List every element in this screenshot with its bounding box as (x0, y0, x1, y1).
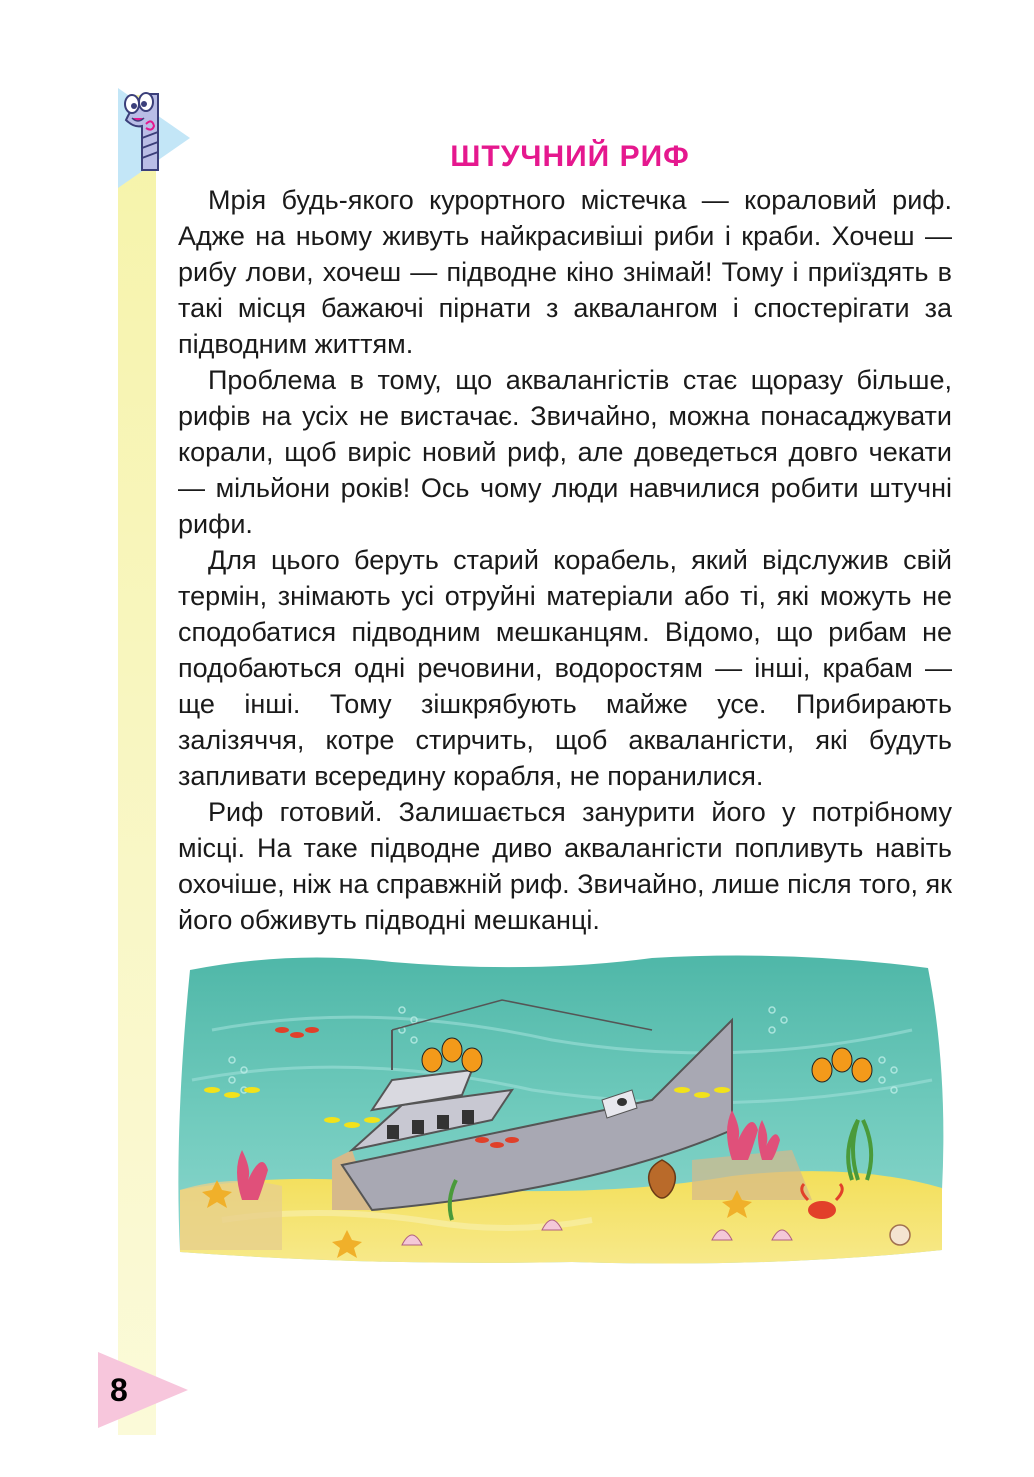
snail-shell (890, 1225, 910, 1245)
paragraph: Проблема в тому, що аквалангістів стає щоразу більше, рифів на усіх не вистачає. Звичайно, можна понасаджувати корали, щоб виріс новий риф, але доведеться довго чекати — мільйони років! Ось чому люди навчилися робити штучні рифи. (178, 365, 952, 539)
page-number: 8 (110, 1372, 128, 1408)
number-one-mascot-icon (118, 84, 176, 184)
paragraph: Риф готовий. Залишається занурити його у потрібному місці. На таке підводне диво аквалангісти попливуть навіть охочіше, ніж на справжній риф. Звичайно, лише після того, як його обживуть підводні мешканці. (178, 797, 952, 935)
paragraph: Для цього беруть старий корабель, який відслужив свій термін, знімають усі отруйні матеріали або ті, які можуть не сподобатися підводним мешканцям. Відомо, що рибам не подобаються одні речовини, водоростям — інші, крабам — ще інші. Тому зішкрябують майже усе. Прибирають залізяччя, котре стирчить, щоб аквалангісти, які будуть запливати всередину корабля, не поранилися. (178, 545, 952, 791)
article-body (178, 182, 952, 938)
page-title: ШТУЧНИЙ РИФ (450, 140, 690, 173)
sunken-ship-illustration (172, 950, 948, 1280)
side-decor-band (118, 95, 156, 1435)
paragraph: Мрія будь-якого курортного містечка — кораловий риф. Адже на ньому живуть найкрасивіші риби і краби. Хочеш — рибу лови, хочеш — підводне кіно знімай! Тому і приїздять в такі місця бажаючі пірнати з аквалангом і спостерігати за підводним життям. (178, 185, 952, 359)
